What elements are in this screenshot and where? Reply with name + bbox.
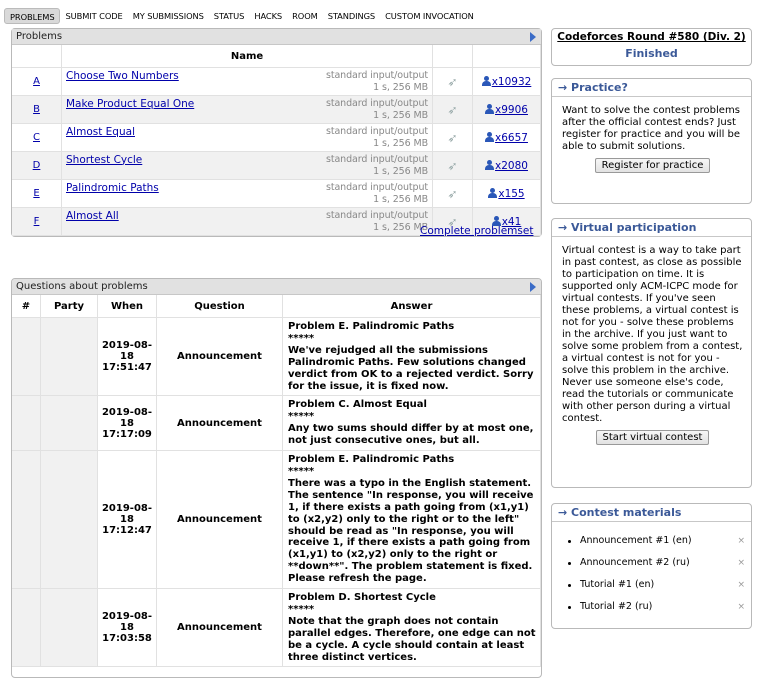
contest-info-box <box>551 28 752 66</box>
solved-count-link[interactable]: x9906 <box>485 104 528 116</box>
answer-text: Problem E. Palindromic Paths ***** We've rejudged all the submissions Palindromic Paths. Few solutions changed verdict from OK to a rejected verdict. Sorry for the issue, it is fixed now. <box>283 318 541 396</box>
problem-index-link[interactable]: C <box>33 132 40 143</box>
header-party: Party <box>41 295 98 318</box>
material-link[interactable]: Announcement #1 (en) <box>580 535 692 546</box>
materials-title: → Contest materials <box>552 504 751 522</box>
problems-table <box>12 45 541 236</box>
submit-plane-icon[interactable]: ➶ <box>447 74 458 89</box>
question-when: 2019-08-18 17:17:09 <box>98 396 157 451</box>
close-icon[interactable]: × <box>737 558 745 568</box>
problem-io: standard input/output 1 s, 256 MB <box>325 97 428 121</box>
header-when: When <box>98 295 157 318</box>
menu-hacks[interactable]: HACKS <box>254 11 283 21</box>
user-icon <box>482 76 490 86</box>
problem-name-link[interactable]: Almost Equal <box>66 125 135 138</box>
questions-table <box>12 295 541 667</box>
list-item <box>566 596 745 618</box>
material-link[interactable]: Tutorial #1 (en) <box>580 579 655 590</box>
user-icon <box>485 160 493 170</box>
header-name: Name <box>62 45 433 68</box>
menu-standings[interactable]: STANDINGS <box>327 11 376 21</box>
header-solved <box>473 45 541 68</box>
material-link[interactable]: Announcement #2 (ru) <box>580 557 690 568</box>
contest-title-link[interactable]: Codeforces Round #580 (Div. 2) <box>557 31 746 43</box>
header-question: Question <box>157 295 283 318</box>
submit-plane-icon[interactable]: ➶ <box>447 186 458 201</box>
menu-status[interactable]: STATUS <box>213 11 245 21</box>
menu-custom-invocation[interactable]: CUSTOM INVOCATION <box>385 11 474 21</box>
virtual-participation-box <box>551 218 752 488</box>
list-item <box>566 530 745 552</box>
answer-text: Problem E. Palindromic Paths ***** There was a typo in the English statement. The sentence "In response, you will receive 1, if there exists a path going from (x1,y1) to (x2,y2) only to the right or to the left" should be read as "In response, you will receive 1, if there exists a path going from (x1,y1) to (x2,y2) only to the right or **down**". The problem statement is fixed. Please refresh the page. <box>283 451 541 589</box>
question-when: 2019-08-18 17:51:47 <box>98 318 157 396</box>
question-when: 2019-08-18 17:03:58 <box>98 589 157 667</box>
solved-count-link[interactable]: x155 <box>488 188 524 200</box>
toggle-arrow-icon[interactable] <box>530 282 536 292</box>
problem-io: standard input/output 1 s, 256 MB <box>325 209 428 233</box>
header-index <box>12 45 62 68</box>
solved-count-link[interactable]: x6657 <box>485 132 528 144</box>
virtual-text: Virtual contest is a way to take part in past contest, as close as possible to participation on time. It is supported only ACM-ICPC mode for virtual contests. If you've seen these problems, a virtual contest is not for you - solve these problems in the archive. If you just want to solve some problem from a contest, a virtual contest is not for you - solve this problem in the archive. Never use someone else's code, read the tutorials or communicate with other person during a virtual contest. <box>562 245 743 424</box>
submit-plane-icon[interactable]: ➶ <box>447 158 458 173</box>
solved-count-link[interactable]: x2080 <box>485 160 528 172</box>
material-link[interactable]: Tutorial #2 (ru) <box>580 601 653 612</box>
problem-name-link[interactable]: Almost All <box>66 209 119 222</box>
toggle-arrow-icon[interactable] <box>530 32 536 42</box>
user-icon <box>492 216 500 226</box>
user-icon <box>485 104 493 114</box>
complete-problemset-link[interactable]: Complete problemset <box>420 225 534 237</box>
contest-materials-box <box>551 503 752 629</box>
problem-io: standard input/output 1 s, 256 MB <box>325 69 428 93</box>
problem-io: standard input/output 1 s, 256 MB <box>325 181 428 205</box>
problem-name-link[interactable]: Make Product Equal One <box>66 97 195 110</box>
questions-box <box>11 278 542 678</box>
close-icon[interactable]: × <box>737 602 745 612</box>
problem-name-link[interactable]: Shortest Cycle <box>66 153 143 166</box>
practice-title: → Practice? <box>552 79 751 97</box>
top-menu <box>4 8 479 24</box>
solved-count-link[interactable]: x10932 <box>482 76 532 88</box>
question-when: 2019-08-18 17:12:47 <box>98 451 157 589</box>
header-submit <box>433 45 473 68</box>
materials-list <box>552 522 751 618</box>
solved-count-link[interactable]: x41 <box>492 216 522 228</box>
register-practice-button[interactable]: Register for practice <box>595 158 711 173</box>
table-row <box>12 589 541 667</box>
problem-io: standard input/output 1 s, 256 MB <box>325 153 428 177</box>
table-row <box>12 124 541 152</box>
table-row <box>12 396 541 451</box>
practice-box <box>551 78 752 204</box>
table-row <box>12 318 541 396</box>
problem-io: standard input/output 1 s, 256 MB <box>325 125 428 149</box>
question-type: Announcement <box>157 318 283 396</box>
table-row <box>12 180 541 208</box>
menu-problems[interactable]: PROBLEMS <box>4 8 60 24</box>
virtual-title: → Virtual participation <box>552 219 751 237</box>
table-row <box>12 152 541 180</box>
problem-index-link[interactable]: E <box>33 188 40 199</box>
start-virtual-button[interactable]: Start virtual contest <box>596 430 710 445</box>
problem-index-link[interactable]: A <box>33 76 40 87</box>
problem-index-link[interactable]: F <box>33 216 40 227</box>
contest-status: Finished <box>625 47 678 60</box>
question-type: Announcement <box>157 451 283 589</box>
question-type: Announcement <box>157 396 283 451</box>
menu-my-submissions[interactable]: MY SUBMISSIONS <box>132 11 204 21</box>
menu-submit-code[interactable]: SUBMIT CODE <box>65 11 123 21</box>
close-icon[interactable]: × <box>737 580 745 590</box>
close-icon[interactable]: × <box>737 536 745 546</box>
table-row <box>12 451 541 589</box>
problems-box <box>11 28 542 237</box>
list-item <box>566 574 745 596</box>
answer-text: Problem C. Almost Equal ***** Any two sums should differ by at most one, not just consecutive ones, but all. <box>283 396 541 451</box>
user-icon <box>485 132 493 142</box>
questions-caption: Questions about problems <box>12 279 541 295</box>
submit-plane-icon[interactable]: ➶ <box>447 102 458 117</box>
problem-index-link[interactable]: B <box>33 104 40 115</box>
answer-text: Problem D. Shortest Cycle ***** Note that the graph does not contain parallel edges. Therefore, one edge can not be a cycle. A cycle should contain at least three distinct vertices. <box>283 589 541 667</box>
header-answer: Answer <box>283 295 541 318</box>
menu-room[interactable]: ROOM <box>292 11 318 21</box>
problem-index-link[interactable]: D <box>32 160 41 171</box>
user-icon <box>488 188 496 198</box>
header-number: # <box>12 295 41 318</box>
problems-caption: Problems <box>12 29 541 45</box>
submit-plane-icon[interactable]: ➶ <box>447 130 458 145</box>
problem-name-link[interactable]: Choose Two Numbers <box>66 69 179 82</box>
table-row <box>12 96 541 124</box>
table-row <box>12 68 541 96</box>
practice-text: Want to solve the contest problems after the official contest ends? Just register for practice and you will be able to submit solutions. <box>562 105 741 152</box>
submit-plane-icon[interactable]: ➶ <box>447 214 458 229</box>
problem-name-link[interactable]: Palindromic Paths <box>66 181 159 194</box>
question-type: Announcement <box>157 589 283 667</box>
list-item <box>566 552 745 574</box>
